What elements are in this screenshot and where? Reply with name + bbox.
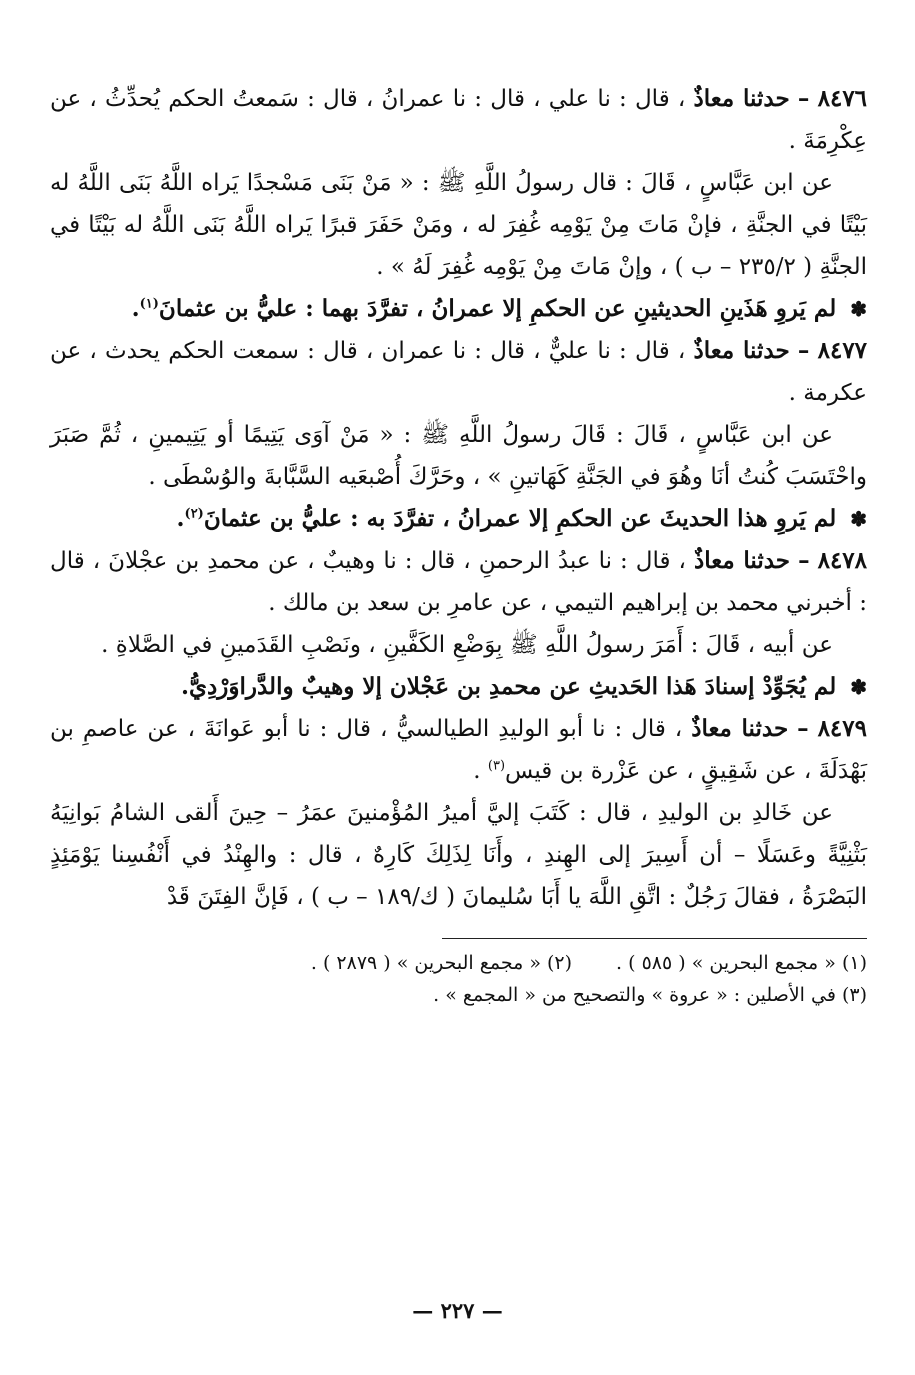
- note-text: لم يَروِ هذا الحديثَ عن الحكمِ إلا عمرانُ ، تفرَّدَ به : عليُّ بن عثمانَ: [203, 505, 837, 532]
- chain-head: حدثنا معاذٌ: [691, 715, 789, 742]
- chain-text: ، قال : نا عبدُ الرحمنِ ، قال : نا وهيبٌ ، عن محمدِ بن عجْلانَ ، قال : أخبرني محمد بن إبراهيم التيمي ، عن عامرِ بن سعد بن مالك .: [50, 548, 867, 616]
- hadith-number: ٨٤٧٨: [817, 547, 868, 574]
- star-icon: ✽: [850, 507, 867, 531]
- note-text: لم يَروِ هَذَينِ الحديثينِ عن الحكمِ إلا عمرانُ ، تفرَّدَ بهما : عليُّ بن عثمانَ: [158, 295, 837, 322]
- footnote-2: (٢) « مجمع البحرين » ( ٢٨٧٩ ) .: [310, 952, 573, 974]
- chain-text: ، قال : نا علي ، قال : نا عمرانُ ، قال : سَمعتُ الحكم يُحدِّثُ ، عن عِكْرِمَةَ .: [50, 86, 867, 154]
- star-icon: ✽: [850, 297, 867, 321]
- note-end: .: [181, 673, 190, 700]
- footnote-row: [50, 947, 867, 979]
- note-text: لم يُجَوِّدْ إسنادَ هَذا الحَديثِ عن محمدِ بن عَجْلان إلا وهيبٌ والدَّراوَرْدِيُّ: [189, 673, 837, 700]
- chain-text: ، قال : نا أبو الوليدِ الطيالسيُّ ، قال : نا أبو عَوانَةَ ، عن عاصمِ بن بَهْدَلَةَ ، عن شَقِيقٍ ، عن عَزْرة بن قيس: [50, 716, 867, 784]
- dash: –: [797, 337, 810, 364]
- chain-head: حدثنا معاذٌ: [694, 547, 791, 574]
- document-page: [50, 78, 867, 1011]
- dash: –: [797, 715, 809, 742]
- note-end: .: [176, 505, 185, 532]
- hadith-matn: عن أبيه ، قَالَ : أَمَرَ رسولُ اللَّهِ ﷺ بِوَضْعِ الكَفَّينِ ، ونَصْبِ القَدَمينِ في الصَّلاةِ .: [101, 632, 833, 658]
- footnote-1: (١) « مجمع البحرين » ( ٥٨٥ ) .: [616, 952, 867, 974]
- footnote-ref: (٣): [487, 758, 506, 774]
- footnote-ref: (١): [139, 296, 159, 312]
- star-icon: ✽: [850, 675, 867, 699]
- hadith-number: ٨٤٧٦: [817, 85, 868, 112]
- editor-note: [50, 666, 867, 708]
- chain-head: حدثنا معاذٌ: [693, 85, 790, 112]
- footnote-ref: (٢): [184, 506, 204, 522]
- chain-head: حدثنا معاذٌ: [693, 337, 790, 364]
- dash: –: [798, 547, 810, 574]
- editor-note: [50, 288, 867, 330]
- footnote-3: (٣) في الأصلين : « عروة » والتصحيح من « المجمع » .: [433, 984, 867, 1006]
- hadith-matn: عن خَالدِ بن الوليدِ ، قال : كَتَبَ إليَّ أميرُ المُؤْمنينَ عمَرُ – حِينَ أَلقى الشامُ بَوانِيَهُ بَثْنِيَّةً وعَسَلًا – أن أَسِيرَ إلى الهِندِ ، وأَنَا لِذَلِكَ كَارِهٌ ، قال : والهِنْدُ في أَنْفُسِنا يَوْمَئِذٍ البَصْرَةُ ، فقالَ رَجُلٌ : اتَّقِ اللَّهَ يا أَبَا سُليمانَ ( ك/١٨٩ – ب ) ، فَإنَّ الفِتَنَ قَدْ: [50, 800, 867, 910]
- hadith-chain: [50, 330, 867, 414]
- hadith-number: ٨٤٧٩: [817, 715, 867, 742]
- footnote-divider: [442, 938, 867, 939]
- hadith-chain: [50, 540, 867, 624]
- chain-text: ، قال : نا عليٌّ ، قال : نا عمران ، قال : سمعت الحكم يحدث ، عن عكرمة .: [50, 338, 867, 406]
- page-number: — ٢٢٧ —: [412, 1298, 503, 1323]
- chain-end: .: [473, 758, 481, 784]
- dash: –: [797, 85, 810, 112]
- hadith-matn: عن ابن عَبَّاسٍ ، قَالَ : قَالَ رسولُ اللَّهِ ﷺ : « مَنْ آوَى يَتِيمًا أو يَتِيمينِ ، ثُمَّ صَبَرَ واحْتَسَبَ كُنتُ أنَا وهُوَ في الجَنَّةِ كَهَاتينِ » ، وحَرَّكَ أُصْبعَيه السَّبَّابةَ والوُسْطَى .: [50, 422, 867, 490]
- hadith-chain: [50, 78, 867, 162]
- hadith-number: ٨٤٧٧: [817, 337, 868, 364]
- hadith-matn: عن ابن عَبَّاسٍ ، قَالَ : قال رسولُ اللَّهِ ﷺ : « مَنْ بَنَى مَسْجدًا يَراه اللَّهُ بَنَى اللَّهُ له بَيْتًا في الجنَّةِ ، فإنْ مَاتَ مِنْ يَوْمِه غُفِرَ له ، ومَنْ حَفَرَ قبرًا يَراه اللَّهُ بَنَى اللَّهُ له بَيْتًا في الجنَّةِ ( ٢٣٥/٢ – ب ) ، وإنْ مَاتَ مِنْ يَوْمِه غُفِرَ لَهُ » .: [50, 170, 867, 280]
- editor-note: [50, 498, 867, 540]
- hadith-chain: [50, 708, 867, 792]
- note-end: .: [131, 295, 140, 322]
